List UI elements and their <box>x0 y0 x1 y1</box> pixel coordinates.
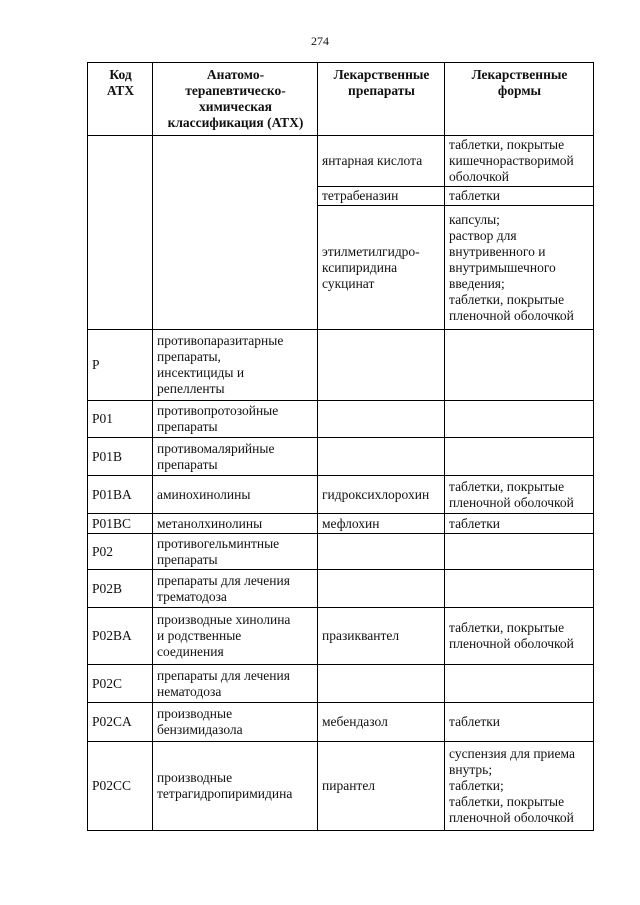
classification-cell: противогельминтные препараты <box>153 534 318 570</box>
form-cell <box>445 534 594 570</box>
form-cell: таблетки, покрытые пленочной оболочкой <box>445 476 594 514</box>
code-cell: P01B <box>88 438 153 476</box>
header-drugs: Лекарственные препараты <box>318 63 445 136</box>
table-row <box>88 330 594 401</box>
table-row <box>88 742 594 831</box>
form-cell: суспензия для приема внутрь; таблетки; таблетки, покрытые пленочной оболочкой <box>445 742 594 831</box>
drug-cell: мебендазол <box>318 703 445 742</box>
drug-cell: тетрабеназин <box>318 187 445 206</box>
drug-cell <box>318 330 445 401</box>
table-row <box>88 476 594 514</box>
atx-table <box>87 62 594 831</box>
form-cell <box>445 665 594 703</box>
code-cell: P01 <box>88 401 153 438</box>
classification-cell: аминохинолины <box>153 476 318 514</box>
classification-cell: препараты для лечения трематодоза <box>153 570 318 608</box>
form-cell: таблетки, покрытые пленочной оболочкой <box>445 608 594 665</box>
page-number: 274 <box>311 34 329 48</box>
classification-cell: производные бензимидазола <box>153 703 318 742</box>
drug-cell <box>318 570 445 608</box>
drug-cell: пирантел <box>318 742 445 831</box>
classification-cell: противопаразитарные препараты, инсектициды и репелленты <box>153 330 318 401</box>
table-header-row <box>88 63 594 136</box>
table-row <box>88 401 594 438</box>
form-cell <box>445 570 594 608</box>
drug-cell: гидроксихлорохин <box>318 476 445 514</box>
drug-cell: янтарная кислота <box>318 136 445 187</box>
classification-cell: производные хинолина и родственные соединения <box>153 608 318 665</box>
code-cell: P02CA <box>88 703 153 742</box>
code-cell: P <box>88 330 153 401</box>
classification-cell: производные тетрагидропиримидина <box>153 742 318 831</box>
drug-cell <box>318 665 445 703</box>
table-row <box>88 514 594 534</box>
continuation-name-cell <box>153 136 318 330</box>
form-cell: таблетки, покрытые кишечнорастворимой оболочкой <box>445 136 594 187</box>
table-row <box>88 136 594 187</box>
header-forms: Лекарственные формы <box>445 63 594 136</box>
form-cell <box>445 438 594 476</box>
table-row <box>88 608 594 665</box>
header-classification: Анатомо- терапевтическо- химическая классификация (АТХ) <box>153 63 318 136</box>
code-cell: P02B <box>88 570 153 608</box>
drug-cell <box>318 534 445 570</box>
code-cell: P02 <box>88 534 153 570</box>
code-cell: P01BA <box>88 476 153 514</box>
code-cell: P02CC <box>88 742 153 831</box>
drug-cell <box>318 401 445 438</box>
drug-cell: этилметилгидро- ксипиридина сукцинат <box>318 206 445 330</box>
form-cell: таблетки <box>445 703 594 742</box>
form-cell: капсулы; раствор для внутривенного и внутримышечного введения; таблетки, покрытые пленочной оболочкой <box>445 206 594 330</box>
code-cell: P02BA <box>88 608 153 665</box>
continuation-code-cell <box>88 136 153 330</box>
code-cell: P01BC <box>88 514 153 534</box>
classification-cell: противомалярийные препараты <box>153 438 318 476</box>
table-row <box>88 665 594 703</box>
classification-cell: противопротозойные препараты <box>153 401 318 438</box>
classification-cell: метанолхинолины <box>153 514 318 534</box>
drug-cell: празиквантел <box>318 608 445 665</box>
table-row <box>88 438 594 476</box>
classification-cell: препараты для лечения нематодоза <box>153 665 318 703</box>
form-cell: таблетки <box>445 187 594 206</box>
form-cell: таблетки <box>445 514 594 534</box>
drug-cell <box>318 438 445 476</box>
drug-cell: мефлохин <box>318 514 445 534</box>
form-cell <box>445 330 594 401</box>
code-cell: P02C <box>88 665 153 703</box>
table-row <box>88 703 594 742</box>
table-row <box>88 534 594 570</box>
header-code: Код АТХ <box>88 63 153 136</box>
form-cell <box>445 401 594 438</box>
table-row <box>88 570 594 608</box>
